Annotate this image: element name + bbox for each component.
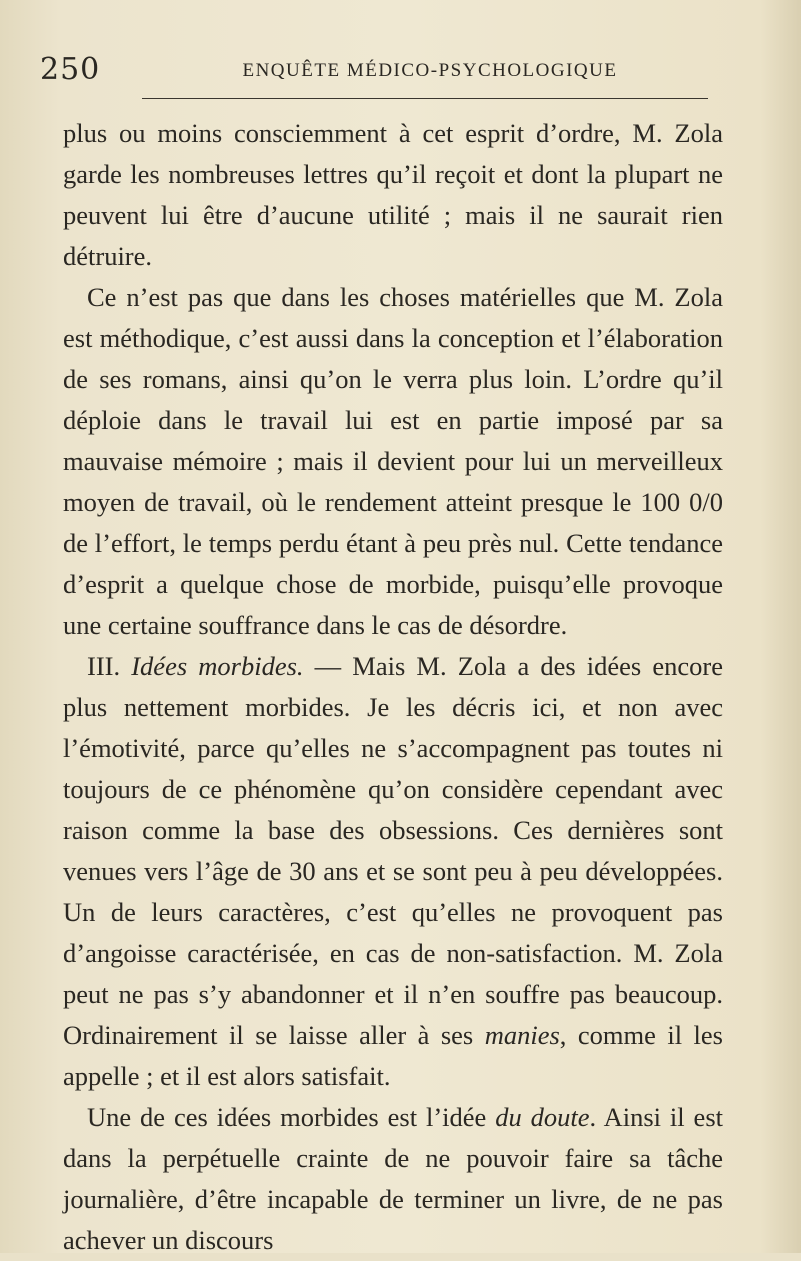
paragraph-4: [63, 1097, 723, 1261]
running-title: ENQUÊTE MÉDICO-PSYCHOLOGIQUE: [242, 60, 618, 81]
page-number: 250: [40, 52, 101, 87]
paragraph-1: plus ou moins consciemment à cet esprit d’ordre, M. Zola garde les nombreuses lettres qu’il reçoit et dont la plupart ne peuvent lui être d’aucune utilité ; mais il ne saurait rien détruire.: [63, 118, 723, 271]
paragraph-4-text: . Ainsi il est dans la perpétuelle crainte de ne pouvoir faire sa tâche journalière, d’être incapable de terminer un livre, de ne pas achever un discours: [63, 1102, 723, 1255]
header-rule: [142, 98, 708, 99]
manies-term: manies: [484, 1020, 560, 1050]
section-heading: Idées morbides.: [131, 651, 304, 681]
running-head: [40, 52, 760, 92]
doute-term: du doute: [495, 1102, 590, 1132]
paragraph-3-end: , comme il les appelle ; et il est alors satisfait.: [63, 1020, 723, 1091]
paragraph-3-section-iii: [63, 646, 723, 1097]
paragraph-4-lead: Une de ces idées morbides est l’idée: [87, 1102, 496, 1132]
paragraph-3-text: — Mais M. Zola a des idées encore plus nettement morbides. Je les décris ici, et non avec l’émotivité, parce qu’elles ne s’accompagnent pas toutes ni toujours de ce phénomène qu’on considère cependant avec raison comme la base des obsessions. Ces dernières sont venues vers l’âge de 30 ans et se sont peu à peu développées. Un de leurs caractères, c’est qu’elles ne provoquent pas d’angoisse caractérisée, en cas de non-satisfaction. M. Zola peut ne pas s’y abandonner et il n’en souffre pas beaucoup. Ordinairement il se laisse aller à ses: [63, 651, 723, 1050]
paragraph-2: Ce n’est pas que dans les choses matérielles que M. Zola est méthodique, c’est aussi dans la conception et l’élaboration de ses romans, ainsi qu’on le verra plus loin. L’ordre qu’il déploie dans le travail lui est en partie imposé par sa mauvaise mémoire ; mais il devient pour lui un merveilleux moyen de travail, où le rendement atteint presque le 100 0/0 de l’effort, le temps perdu étant à peu près nul. Cette tendance d’esprit a quelque chose de morbide, puisqu’elle provoque une certaine souffrance dans le cas de désordre.: [63, 282, 723, 640]
body-text: [63, 113, 723, 1261]
section-number: III.: [87, 651, 132, 681]
